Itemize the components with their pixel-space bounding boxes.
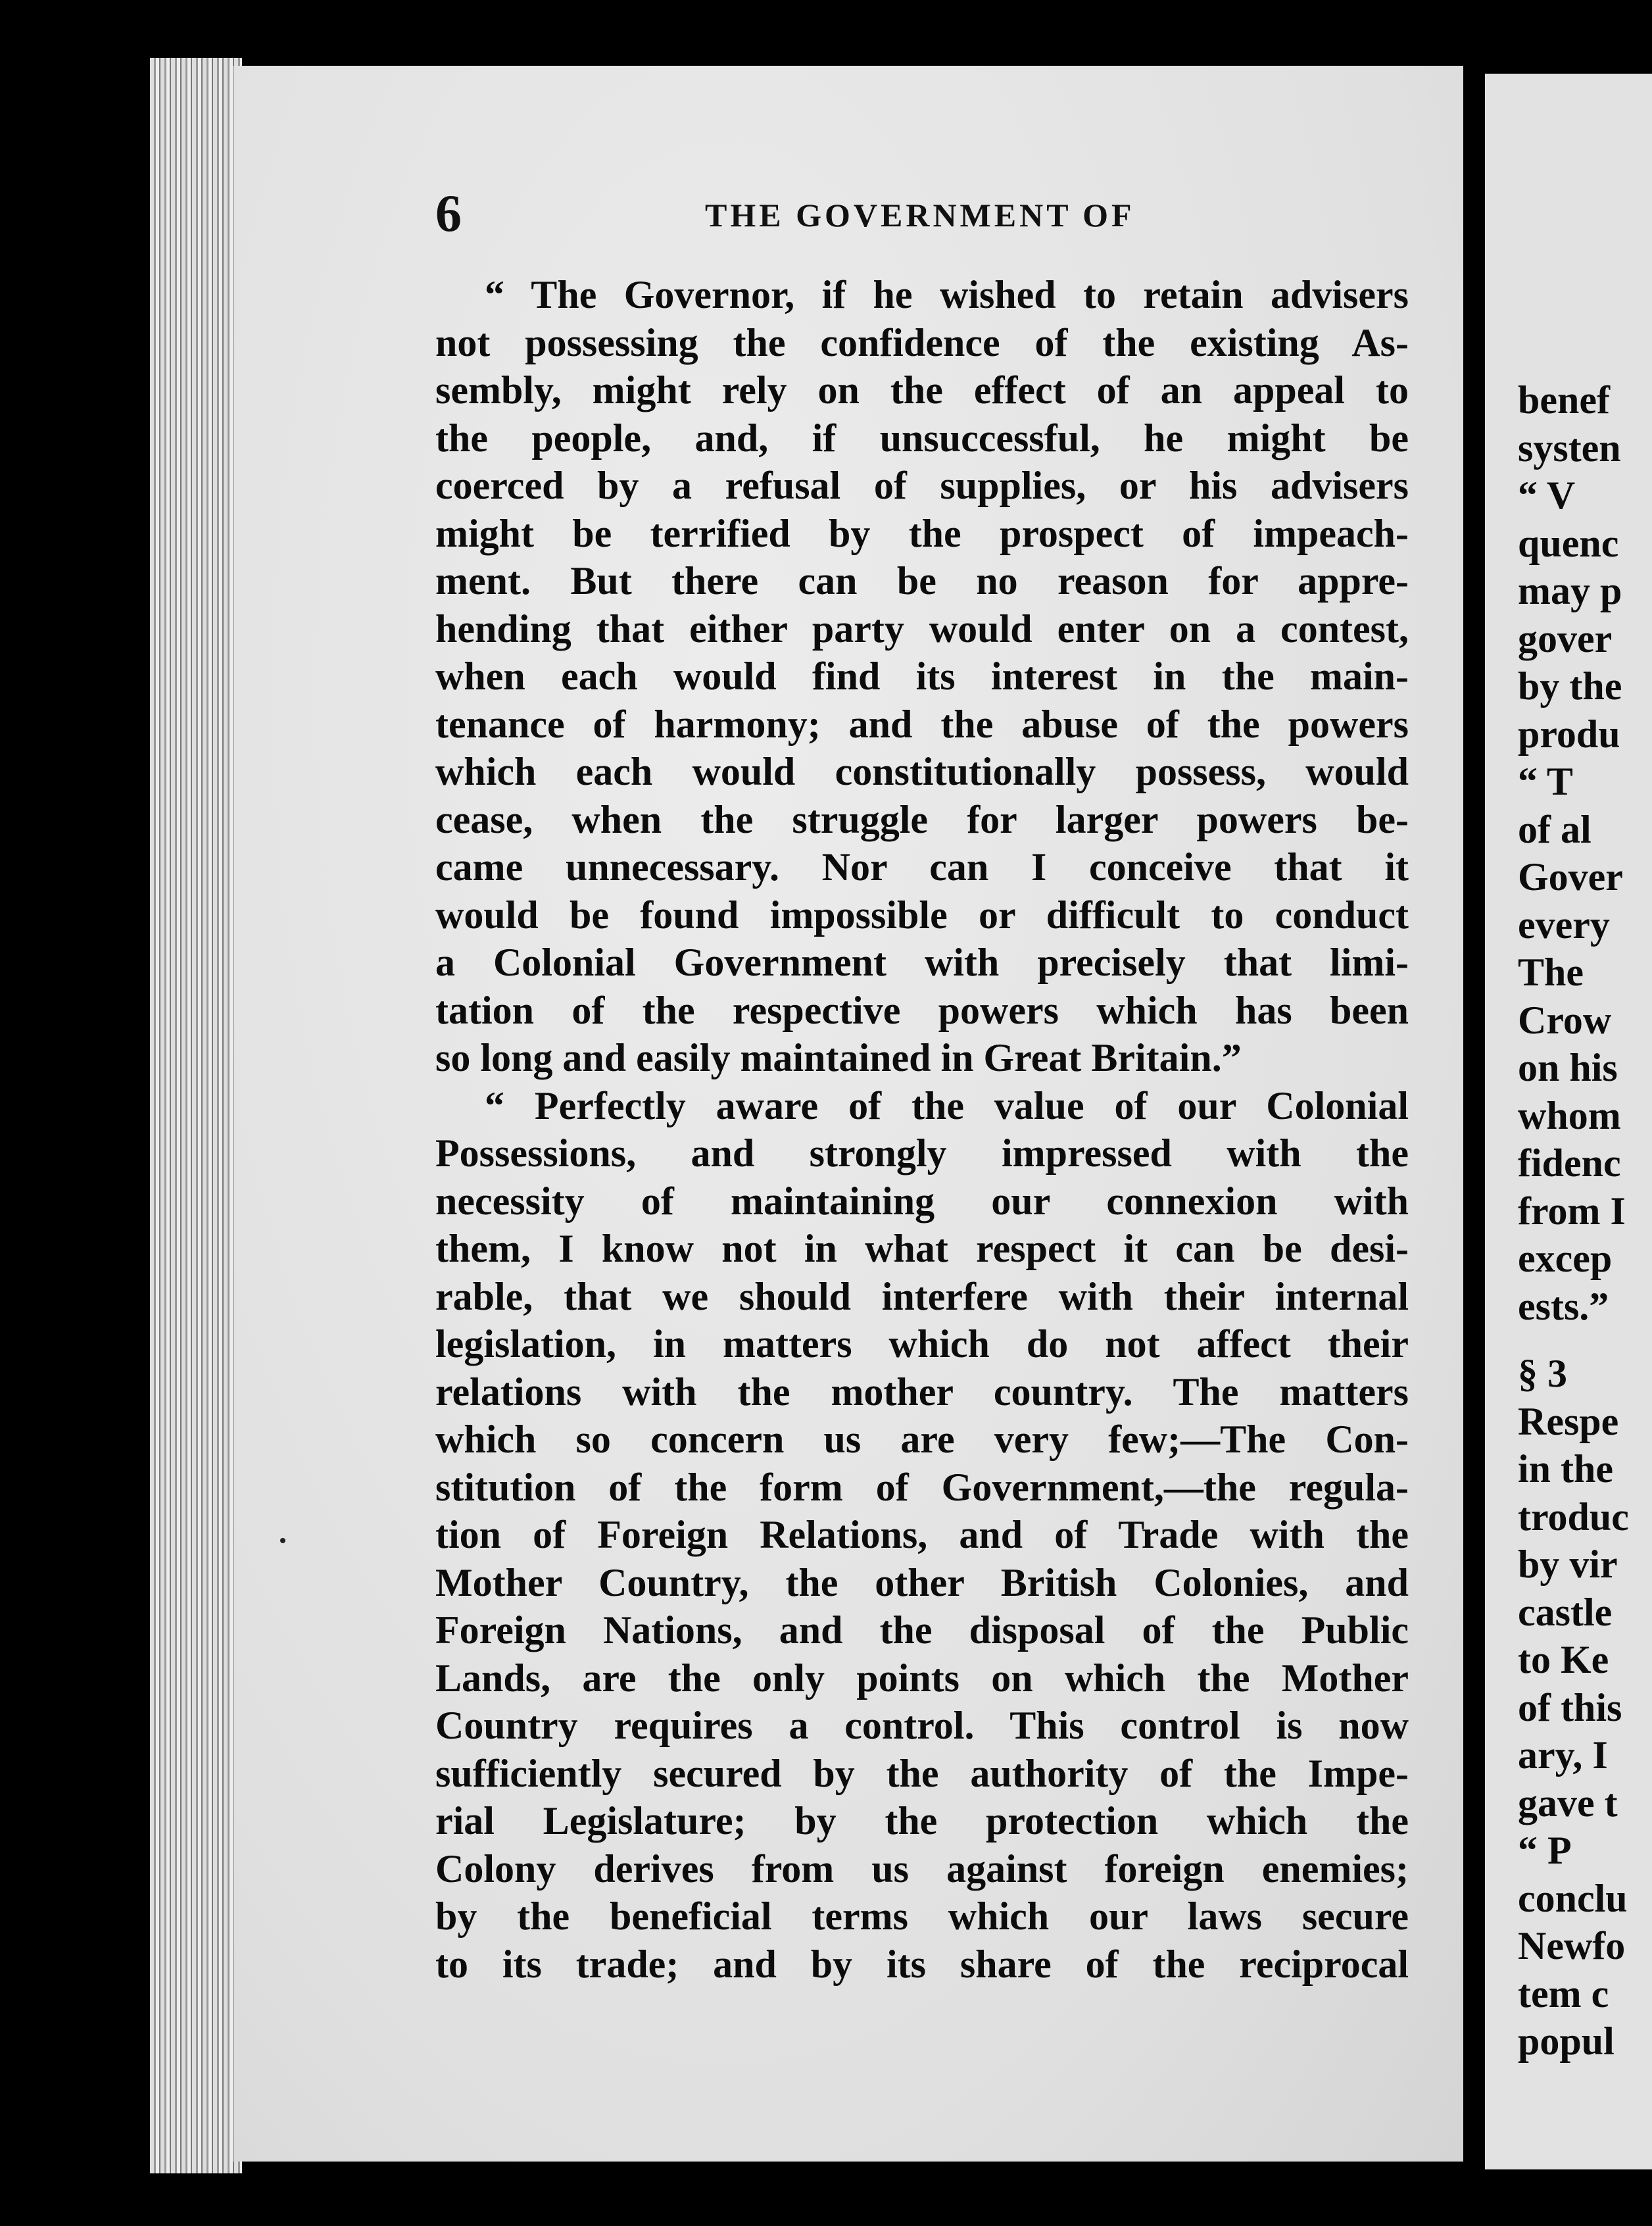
text-line: cease, when the struggle for larger powers be- bbox=[435, 797, 1409, 841]
text-line: coerced by a refusal of supplies, or his advisers bbox=[435, 464, 1409, 507]
body-text bbox=[435, 271, 1409, 1988]
text-line: which so concern us are very few;—The Con- bbox=[435, 1418, 1409, 1461]
text-line: Colony derives from us against foreign enemies; bbox=[435, 1846, 1409, 1891]
text-line: troduc bbox=[1518, 1495, 1629, 1539]
text-line: “ P bbox=[1518, 1829, 1572, 1872]
text-line: ests.” bbox=[1518, 1284, 1609, 1328]
section-heading: § 3 bbox=[1518, 1352, 1567, 1395]
text-line: Mother Country, the other British Colonies, and bbox=[435, 1560, 1409, 1604]
text-line: Gover bbox=[1518, 855, 1623, 899]
text-line: ment. But there can be no reason for appre- bbox=[435, 559, 1409, 603]
text-line: fidenc bbox=[1518, 1141, 1621, 1185]
text-line: legislation, in matters which do not affect their bbox=[435, 1322, 1409, 1366]
text-line: not possessing the confidence of the existing As- bbox=[435, 320, 1409, 364]
text-line: “ V bbox=[1518, 474, 1576, 517]
text-line: by the beneficial terms which our laws secure bbox=[435, 1894, 1409, 1938]
text-line: tem c bbox=[1518, 1971, 1609, 2016]
text-line: to Ke bbox=[1518, 1638, 1609, 1681]
text-line: by the bbox=[1518, 664, 1622, 708]
right-page bbox=[1485, 74, 1652, 2169]
text-line: when each would find its interest in the main- bbox=[435, 655, 1409, 698]
text-line: Country requires a control. This control is now bbox=[435, 1704, 1409, 1747]
text-line: sufficiently secured by the authority of the Impe- bbox=[435, 1751, 1409, 1795]
text-line: tenance of harmony; and the abuse of the powers bbox=[435, 702, 1409, 746]
text-line: tation of the respective powers which has been bbox=[435, 988, 1409, 1032]
text-line: rable, that we should interfere with their internal bbox=[435, 1274, 1409, 1318]
text-line: Crow bbox=[1518, 998, 1612, 1042]
text-line: on his bbox=[1518, 1046, 1618, 1089]
text-line: benef bbox=[1518, 378, 1610, 422]
text-line: from I bbox=[1518, 1189, 1626, 1233]
text-line: gave t bbox=[1518, 1781, 1618, 1825]
text-line: which each would constitutionally possess, would bbox=[435, 750, 1409, 793]
text-line: gover bbox=[1518, 616, 1613, 660]
text-line: by vir bbox=[1518, 1543, 1618, 1586]
text-line: The bbox=[1518, 951, 1584, 994]
text-line: popul bbox=[1518, 2019, 1615, 2063]
text-line: may p bbox=[1518, 569, 1622, 612]
text-line: them, I know not in what respect it can be desi- bbox=[435, 1227, 1409, 1270]
text-line: every bbox=[1518, 903, 1610, 947]
text-line: hending that either party would enter on a contest, bbox=[435, 606, 1409, 651]
text-line: systen bbox=[1518, 426, 1621, 470]
text-line: came unnecessary. Nor can I conceive that it bbox=[435, 845, 1409, 889]
text-line: Newfo bbox=[1518, 1924, 1626, 1967]
section-gap bbox=[1518, 1330, 1652, 1350]
text-line: stitution of the form of Government,—the regula- bbox=[435, 1465, 1409, 1509]
text-line: the people, and, if unsuccessful, he might be bbox=[435, 416, 1409, 460]
text-line: “ Perfectly aware of the value of our Colonial bbox=[485, 1083, 1409, 1127]
ink-speck bbox=[280, 1538, 285, 1543]
text-line: to its trade; and by its share of the reciprocal bbox=[435, 1942, 1409, 1986]
text-line: conclu bbox=[1518, 1876, 1628, 1920]
text-line: sembly, might rely on the effect of an appeal to bbox=[435, 368, 1409, 412]
text-line: whom bbox=[1518, 1093, 1621, 1137]
text-line: excep bbox=[1518, 1237, 1613, 1280]
text-line: a Colonial Government with precisely that limi- bbox=[435, 941, 1409, 984]
text-line: Foreign Nations, and the disposal of the Public bbox=[435, 1608, 1409, 1652]
text-line: produ bbox=[1518, 712, 1620, 756]
text-line: relations with the mother country. The matters bbox=[435, 1370, 1409, 1414]
text-line: of al bbox=[1518, 807, 1591, 851]
running-head bbox=[435, 184, 1421, 243]
text-line: “ The Governor, if he wished to retain advisers bbox=[485, 273, 1409, 316]
text-line: Respe bbox=[1518, 1399, 1619, 1443]
text-line: “ T bbox=[1518, 760, 1573, 803]
text-line: of this bbox=[1518, 1685, 1622, 1729]
page-number: 6 bbox=[435, 185, 462, 243]
text-line: Possessions, and strongly impressed with the bbox=[435, 1131, 1409, 1175]
right-page-text bbox=[1518, 376, 1652, 2065]
text-line: necessity of maintaining our connexion with bbox=[435, 1179, 1409, 1223]
text-line: in the bbox=[1518, 1447, 1614, 1491]
text-line: ary, I bbox=[1518, 1733, 1608, 1777]
running-title: THE GOVERNMENT OF bbox=[705, 197, 1135, 234]
text-line: rial Legislature; by the protection which the bbox=[435, 1799, 1409, 1843]
text-line: so long and easily maintained in Great Britain.” bbox=[435, 1036, 1242, 1079]
text-line: would be found impossible or difficult to conduct bbox=[435, 893, 1409, 937]
page-edge-stack bbox=[150, 58, 242, 2173]
text-line: quenc bbox=[1518, 521, 1619, 565]
text-line: Lands, are the only points on which the Mother bbox=[435, 1656, 1409, 1700]
text-line: castle bbox=[1518, 1590, 1613, 1634]
text-line: tion of Foreign Relations, and of Trade with the bbox=[435, 1513, 1409, 1556]
text-line: might be terrified by the prospect of impeach- bbox=[435, 511, 1409, 555]
